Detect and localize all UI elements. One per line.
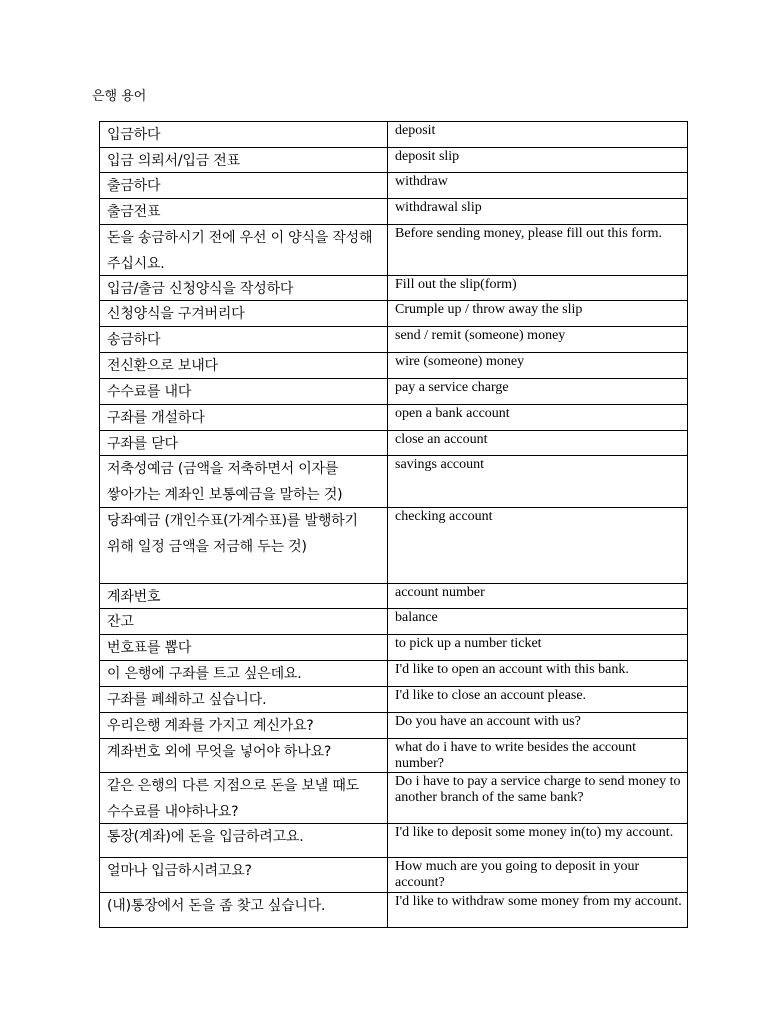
english-term: withdrawal slip [395, 200, 482, 215]
korean-term: 이 은행에 구좌를 트고 싶은데요. [107, 666, 302, 682]
english-term: Crumple up / throw away the slip [395, 302, 583, 317]
table-row [100, 301, 688, 327]
english-term-cell [388, 609, 688, 635]
korean-term-cell [100, 739, 388, 773]
korean-term: 송금하다 [107, 332, 161, 348]
korean-term: (내)통장에서 돈을 좀 찾고 싶습니다. [107, 898, 326, 914]
table-row [100, 148, 688, 173]
korean-term-cell [100, 584, 388, 609]
korean-term: 잔고 [107, 614, 134, 630]
english-term-cell [388, 276, 688, 301]
table-row [100, 173, 688, 199]
korean-term: 출금전표 [107, 204, 161, 220]
korean-term: 입금/출금 신청양식을 작성하다 [107, 281, 294, 297]
english-term-cell [388, 327, 688, 353]
korean-term-cell [100, 687, 388, 713]
english-term-cell [388, 508, 688, 584]
english-term: deposit [395, 123, 436, 138]
korean-term: 당좌예금 (개인수표(가계수표)를 발행하기 위해 일정 금액을 저금해 두는 것) [107, 513, 358, 555]
korean-term-cell [100, 353, 388, 379]
korean-term: 수수료를 내다 [107, 384, 192, 400]
english-term: I'd like to withdraw some money from my account. [395, 894, 682, 909]
english-term-cell [388, 713, 688, 739]
table-row [100, 635, 688, 661]
table-row [100, 405, 688, 431]
english-term-cell [388, 456, 688, 508]
korean-term: 통장(계좌)에 돈을 입금하려고요. [107, 829, 304, 845]
korean-term: 같은 은행의 다른 지점으로 돈을 보낼 때도 수수료를 내야하나요? [107, 778, 360, 820]
korean-term-cell [100, 858, 388, 893]
korean-term-cell [100, 824, 388, 858]
page-title: 은행 용어 [92, 89, 147, 104]
english-term-cell [388, 635, 688, 661]
english-term: wire (someone) money [395, 354, 525, 369]
table-row [100, 773, 688, 824]
korean-term-cell [100, 199, 388, 225]
english-term: send / remit (someone) money [395, 328, 566, 343]
table-row [100, 584, 688, 609]
table-row [100, 276, 688, 301]
korean-term-cell [100, 773, 388, 824]
korean-term: 번호표를 뽑다 [107, 640, 192, 656]
english-term-cell [388, 584, 688, 609]
korean-term: 입금 의뢰서/입금 전표 [107, 153, 240, 169]
table-row [100, 379, 688, 405]
english-term-cell [388, 148, 688, 173]
english-term: I'd like to open an account with this bank. [395, 662, 629, 677]
english-term: Do i have to pay a service charge to send money to another branch of the same bank? [395, 774, 681, 805]
english-term-cell [388, 773, 688, 824]
english-term: How much are you going to deposit in your account? [395, 859, 640, 890]
korean-term: 구좌를 닫다 [107, 436, 178, 452]
korean-term: 입금하다 [107, 127, 161, 143]
english-term: to pick up a number ticket [395, 636, 542, 651]
table-row [100, 225, 688, 276]
english-term: open a bank account [395, 406, 510, 421]
english-term: close an account [395, 432, 488, 447]
korean-term-cell [100, 661, 388, 687]
korean-term-cell [100, 276, 388, 301]
english-term-cell [388, 173, 688, 199]
english-term-cell [388, 431, 688, 456]
english-term-cell [388, 893, 688, 928]
korean-term-cell [100, 225, 388, 276]
korean-term-cell [100, 431, 388, 456]
korean-term-cell [100, 301, 388, 327]
table-row [100, 456, 688, 508]
table-row [100, 353, 688, 379]
korean-term: 구좌를 폐쇄하고 싶습니다. [107, 692, 267, 708]
english-term: balance [395, 610, 438, 625]
english-term: account number [395, 585, 485, 600]
table-row [100, 893, 688, 928]
korean-term-cell [100, 713, 388, 739]
korean-term-cell [100, 379, 388, 405]
banking-terms-table [99, 121, 688, 928]
english-term-cell [388, 199, 688, 225]
english-term-cell [388, 824, 688, 858]
english-term: I'd like to deposit some money in(to) my account. [395, 825, 674, 840]
english-term-cell [388, 379, 688, 405]
korean-term-cell [100, 508, 388, 584]
korean-term: 구좌를 개설하다 [107, 410, 205, 426]
english-term: pay a service charge [395, 380, 509, 395]
english-term: what do i have to write besides the account number? [395, 740, 637, 771]
table-row [100, 661, 688, 687]
table-row [100, 609, 688, 635]
korean-term-cell [100, 635, 388, 661]
english-term: deposit slip [395, 149, 460, 164]
korean-term: 전신환으로 보내다 [107, 358, 218, 374]
english-term: Fill out the slip(form) [395, 277, 517, 292]
table-row [100, 687, 688, 713]
korean-term: 얼마나 입금하시려고요? [107, 863, 252, 879]
english-term: checking account [395, 509, 493, 524]
korean-term-cell [100, 173, 388, 199]
english-term-cell [388, 739, 688, 773]
table-row [100, 739, 688, 773]
table-row [100, 858, 688, 893]
table-row [100, 824, 688, 858]
korean-term-cell [100, 456, 388, 508]
english-term-cell [388, 858, 688, 893]
table-row [100, 508, 688, 584]
english-term: savings account [395, 457, 485, 472]
table-row [100, 431, 688, 456]
korean-term: 돈을 송금하시기 전에 우선 이 양식을 작성해 주십시요. [107, 230, 373, 272]
english-term-cell [388, 661, 688, 687]
english-term: Before sending money, please fill out this form. [395, 226, 662, 241]
korean-term: 저축성예금 (금액을 저축하면서 이자를 쌓아가는 계좌인 보통예금을 말하는 것) [107, 461, 343, 503]
english-term-cell [388, 225, 688, 276]
korean-term: 계좌번호 외에 무엇을 넣어야 하나요? [107, 744, 332, 760]
english-term-cell [388, 301, 688, 327]
english-term: Do you have an account with us? [395, 714, 581, 729]
korean-term-cell [100, 122, 388, 148]
korean-term-cell [100, 609, 388, 635]
korean-term-cell [100, 327, 388, 353]
korean-term-cell [100, 405, 388, 431]
english-term: I'd like to close an account please. [395, 688, 587, 703]
english-term-cell [388, 122, 688, 148]
english-term-cell [388, 687, 688, 713]
korean-term: 계좌번호 [107, 589, 161, 605]
table-row [100, 199, 688, 225]
korean-term: 신청양식을 구겨버리다 [107, 306, 245, 322]
table-row [100, 713, 688, 739]
table-row [100, 327, 688, 353]
english-term: withdraw [395, 174, 448, 189]
english-term-cell [388, 405, 688, 431]
english-term-cell [388, 353, 688, 379]
korean-term: 출금하다 [107, 178, 161, 194]
korean-term: 우리은행 계좌를 가지고 계신가요? [107, 718, 314, 734]
korean-term-cell [100, 148, 388, 173]
table-row [100, 122, 688, 148]
korean-term-cell [100, 893, 388, 928]
